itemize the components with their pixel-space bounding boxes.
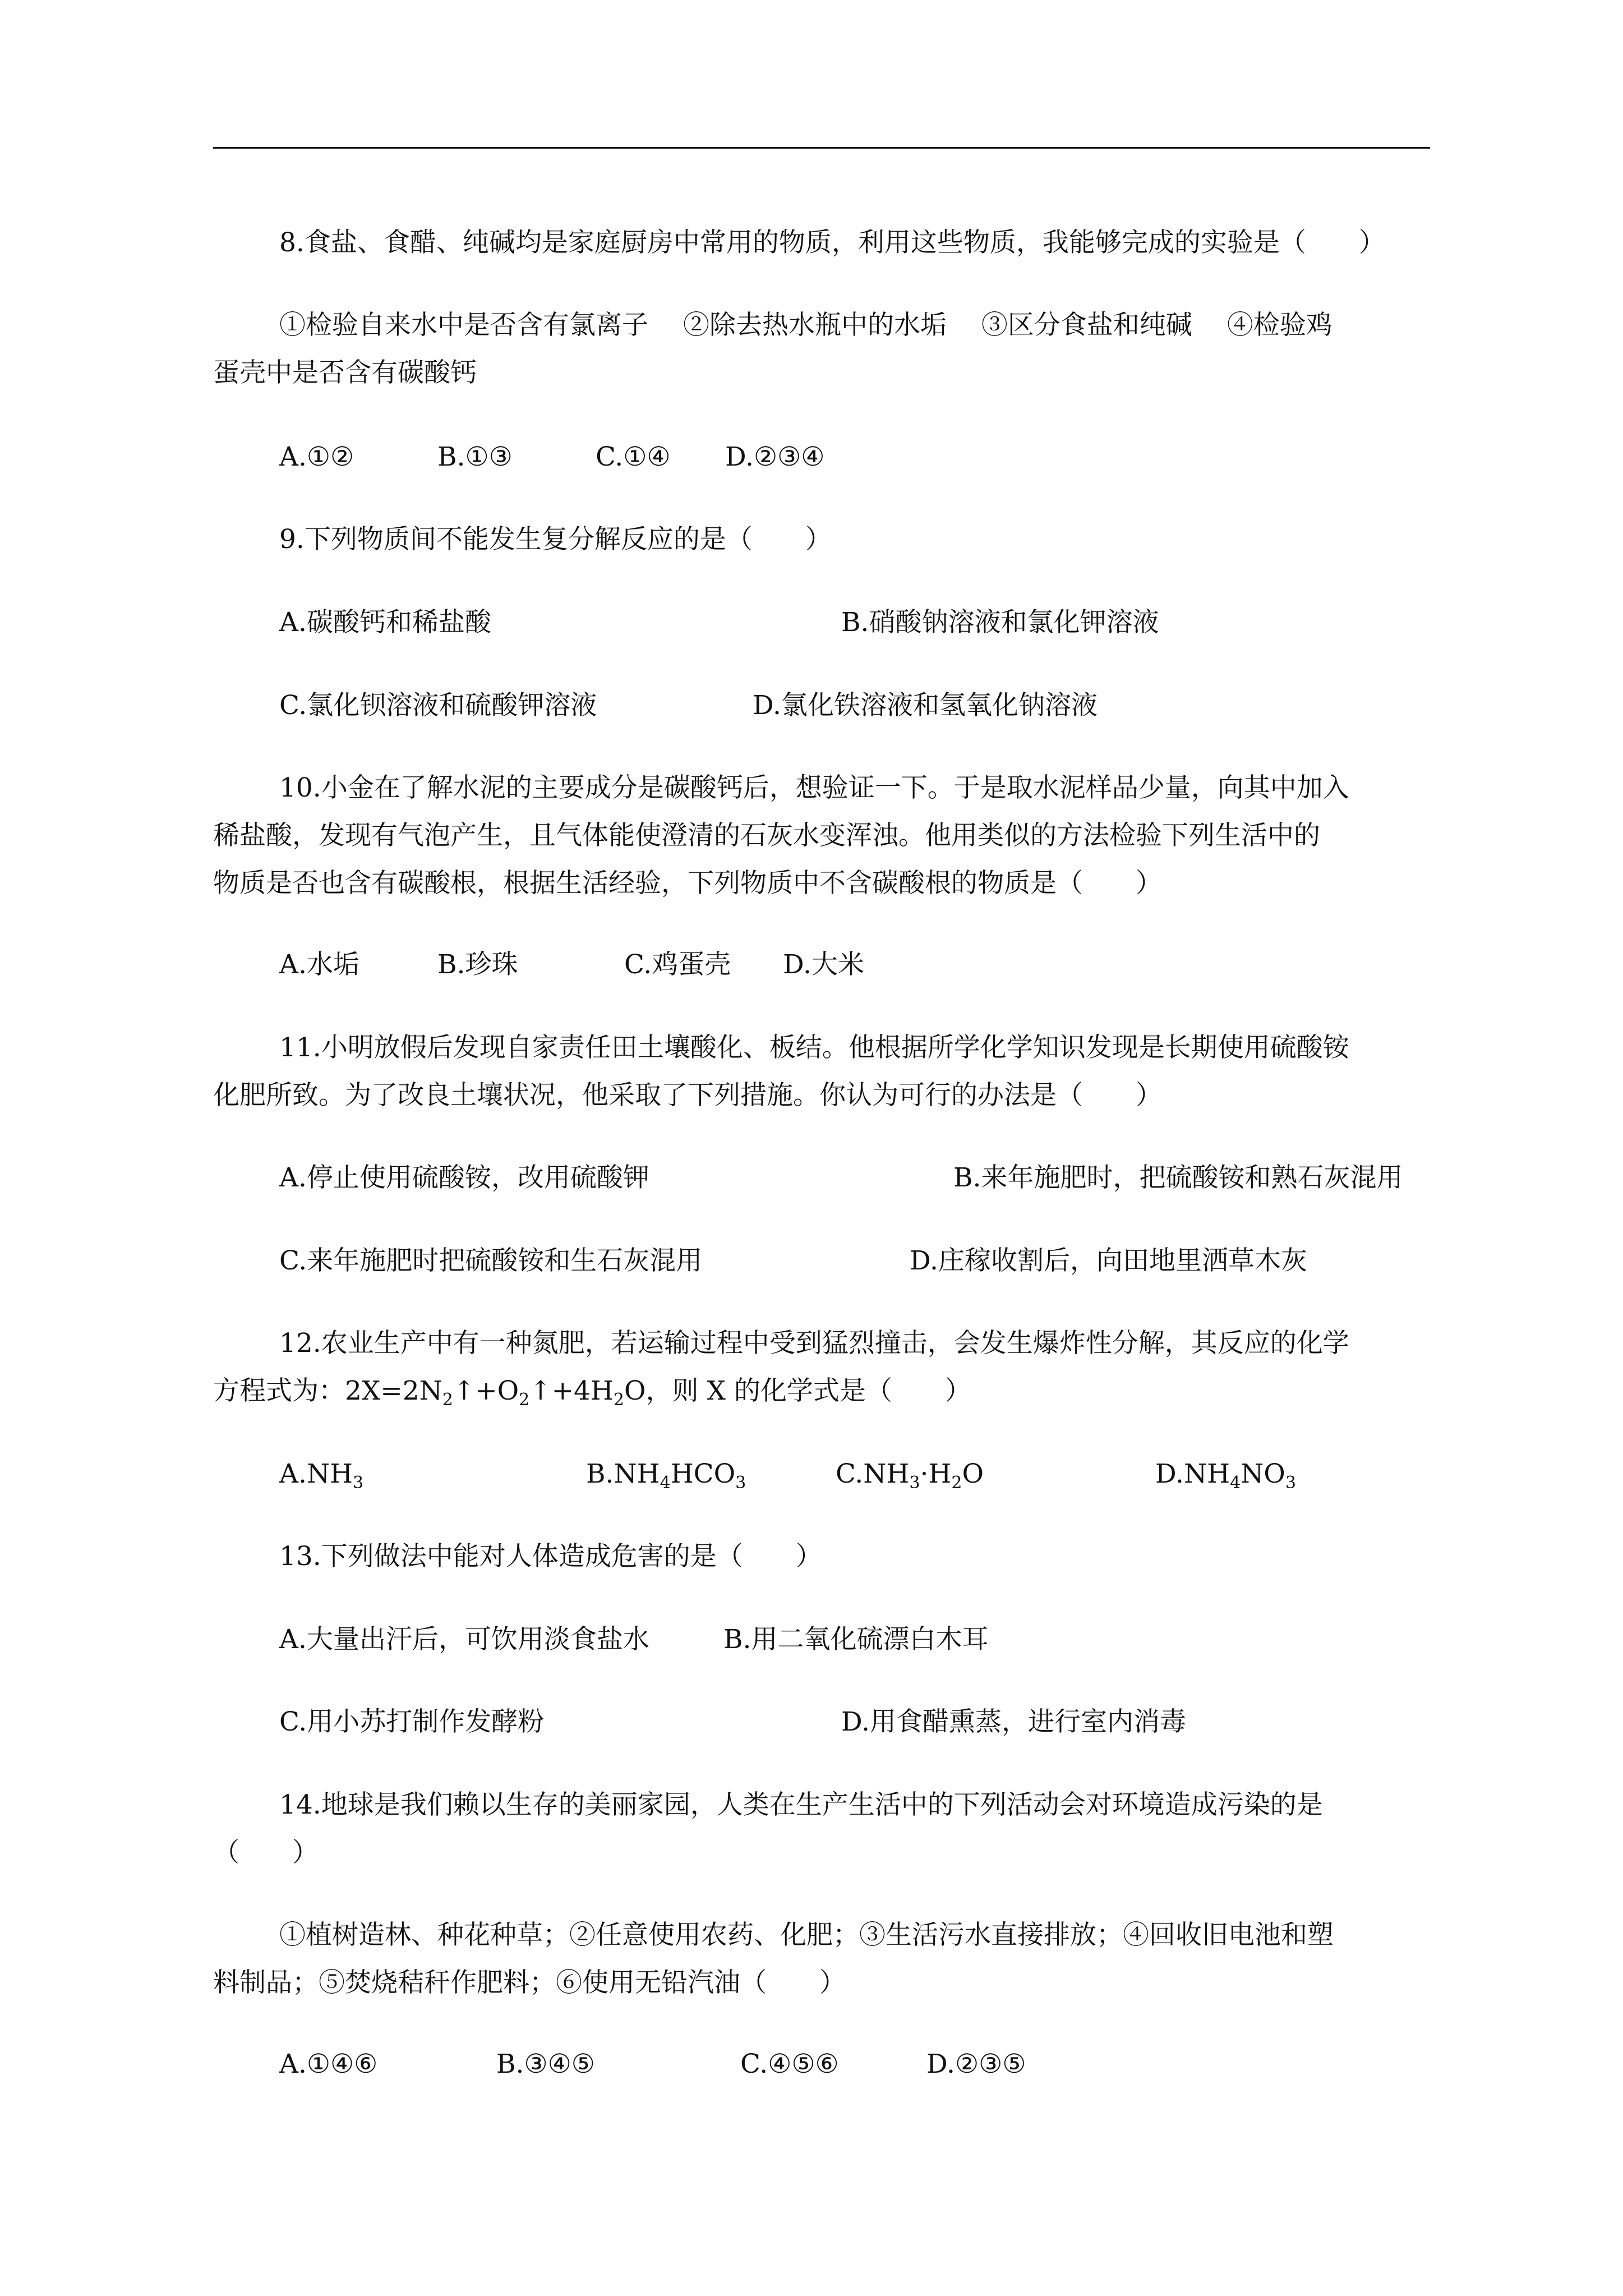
q9-option-d: D.氯化铁溶液和氢氧化钠溶液: [753, 690, 1098, 721]
header-rule: [213, 147, 1430, 149]
q13-option-b: B.用二氧化硫漂白木耳: [723, 1624, 989, 1655]
q14-line2: （ ）: [213, 1837, 319, 1868]
q12-option-d: $D.NH_4NO_3$: [1155, 1458, 1296, 1493]
q14-option-c: C.④⑤⑥: [740, 2049, 839, 2079]
q8-option-c: C.①④: [596, 441, 671, 472]
q10-option-d: D.大米: [783, 949, 864, 980]
q9-option-a: A.碳酸钙和稀盐酸: [279, 607, 491, 638]
q13-option-a: A.大量出汗后，可饮用淡食盐水: [279, 1624, 649, 1655]
q13-stem: 13.下列做法中能对人体造成危害的是（ ）: [279, 1541, 822, 1572]
q13-option-d: D.用食醋熏蒸，进行室内消毒: [841, 1706, 1186, 1737]
q10-line1: 10.小金在了解水泥的主要成分是碳酸钙后，想验证一下。于是取水泥样品少量，向其中加入: [279, 772, 1349, 803]
q12-option-a: $A.NH_3$: [279, 1458, 364, 1493]
q12-equation-line: 方程式为：$2X=2N_2↑+O_2↑+4H_2O$，则 X 的化学式是（ ）: [213, 1375, 971, 1410]
q8-option-b: B.①③: [437, 441, 513, 472]
q14-option-d: D.②③⑤: [926, 2049, 1026, 2079]
q8-option-d: D.②③④: [725, 441, 825, 472]
q12-line1: 12.农业生产中有一种氮肥，若运输过程中受到猛烈撞击，会发生爆炸性分解，其反应的化学: [279, 1328, 1349, 1359]
q11-line2: 化肥所致。为了改良土壤状况，他采取了下列措施。你认为可行的办法是（ ）: [213, 1080, 1162, 1111]
q12-option-c: $C.NH_3\cdot H_2O$: [836, 1458, 984, 1493]
q14-desc-line1: ①植树造林、种花种草；②任意使用农药、化肥；③生活污水直接排放；④回收旧电池和塑: [279, 1920, 1334, 1950]
q10-option-b: B.珍珠: [437, 949, 518, 980]
q11-option-c: C.来年施肥时把硫酸铵和生石灰混用: [279, 1245, 703, 1276]
q14-desc-line2: 料制品；⑤焚烧秸秆作肥料；⑥使用无铅汽油（ ）: [213, 1967, 846, 1998]
q9-stem: 9.下列物质间不能发生复分解反应的是（ ）: [279, 524, 832, 555]
q14-option-a: A.①④⑥: [279, 2049, 378, 2079]
q10-option-c: C.鸡蛋壳: [624, 949, 731, 980]
q9-option-c: C.氯化钡溶液和硫酸钾溶液: [279, 690, 597, 721]
q10-line3: 物质是否也含有碳酸根，根据生活经验，下列物质中不含碳酸根的物质是（ ）: [213, 868, 1162, 899]
q11-option-b: B.来年施肥时，把硫酸铵和熟石灰混用: [953, 1162, 1403, 1193]
q11-line1: 11.小明放假后发现自家责任田土壤酸化、板结。他根据所学化学知识发现是长期使用硫酸铵: [279, 1032, 1349, 1063]
q8-option-a: A.①②: [279, 441, 354, 472]
q11-option-d: D.庄稼收割后，向田地里洒草木灰: [910, 1245, 1307, 1276]
q10-line2: 稀盐酸，发现有气泡产生，且气体能使澄清的石灰水变浑浊。他用类似的方法检验下列生活中的: [213, 820, 1320, 851]
q8-desc-line2: 蛋壳中是否含有碳酸钙: [213, 357, 477, 388]
q14-line1: 14.地球是我们赖以生存的美丽家园，人类在生产生活中的下列活动会对环境造成污染的是: [279, 1789, 1323, 1820]
q14-option-b: B.③④⑤: [496, 2049, 595, 2079]
q9-option-b: B.硝酸钠溶液和氯化钾溶液: [841, 607, 1159, 638]
q8-stem: 8.食盐、食醋、纯碱均是家庭厨房中常用的物质，利用这些物质，我能够完成的实验是（ ）: [279, 227, 1385, 258]
q8-desc-line1: ①检验自来水中是否含有氯离子 ②除去热水瓶中的水垢 ③区分食盐和纯碱 ④检验鸡: [279, 310, 1332, 341]
q10-option-a: A.水垢: [279, 949, 359, 980]
q11-option-a: A.停止使用硫酸铵，改用硫酸钾: [279, 1162, 649, 1193]
q12-option-b: $B.NH_4HCO_3$: [586, 1458, 746, 1493]
q13-option-c: C.用小苏打制作发酵粉: [279, 1706, 545, 1737]
